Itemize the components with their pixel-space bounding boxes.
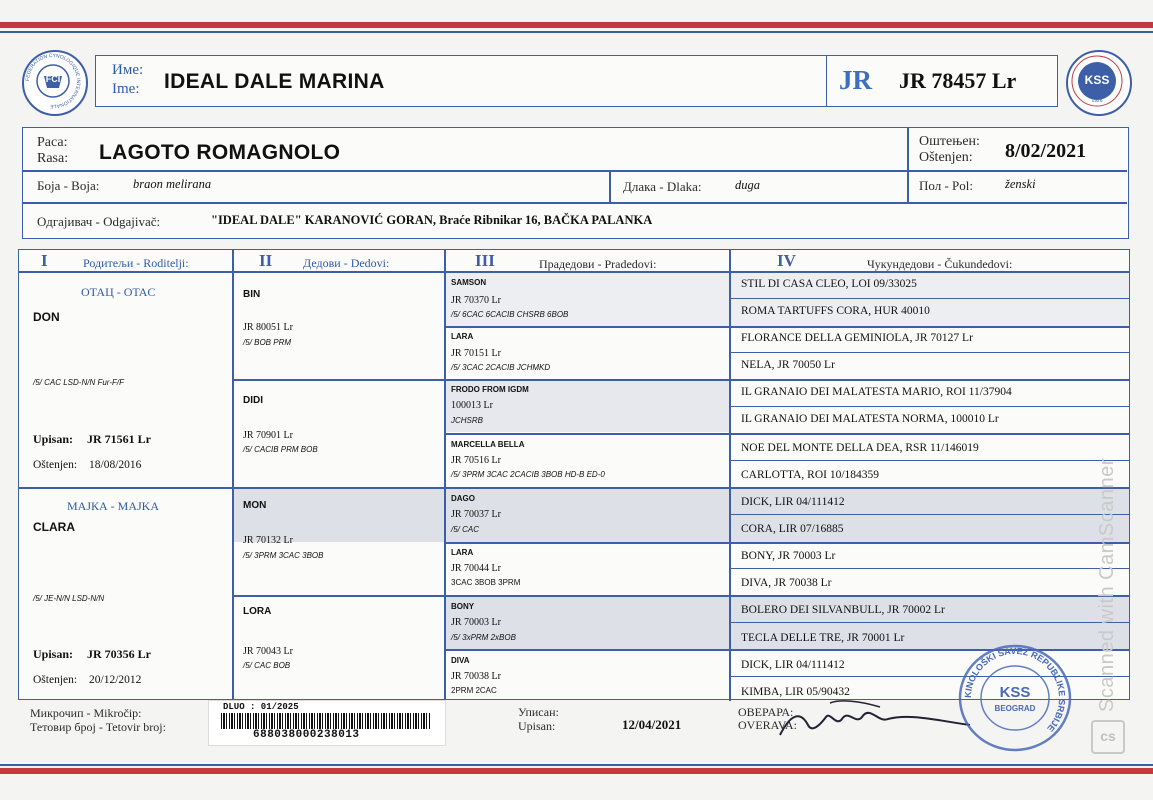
great-grandparent-reg: JR 70038 Lr: [451, 671, 501, 682]
header-roman-4: IV: [777, 251, 796, 270]
grandparent-name: DIDI: [243, 395, 263, 406]
grandparent-reg: JR 70901 Lr: [243, 430, 293, 441]
reg-prefix: JR: [839, 65, 872, 95]
name-label-cyr: Име:: [112, 62, 144, 78]
upisan-label-cyr: Уписан:: [518, 705, 559, 719]
coat-value: duga: [735, 178, 760, 192]
name-label-lat: Ime:: [112, 81, 140, 97]
ggg-entry: DICK, LIR 04/111412: [741, 496, 845, 508]
dog-name: IDEAL DALE MARINA: [164, 70, 385, 93]
kss-logo: [1066, 50, 1132, 116]
great-grandparent-titles: JCHSRB: [451, 416, 484, 425]
great-grandparent-name: DAGO: [451, 494, 475, 503]
grandparent-reg: JR 80051 Lr: [243, 322, 293, 333]
ggg-entry: NOE DEL MONTE DELLA DEA, RSR 11/146019: [741, 442, 979, 454]
great-grandparent-name: MARCELLA BELLA: [451, 440, 525, 449]
ggg-entry: IL GRANAIO DEI MALATESTA MARIO, ROI 11/37904: [741, 386, 1012, 398]
dam-titles: /5/ JE-N/N LSD-N/N: [33, 594, 105, 603]
grandparent-reg: JR 70132 Lr: [243, 535, 293, 546]
header-label-4: Чукундедови - Čukundedovi:: [867, 257, 1013, 271]
great-grandparent-titles: 3CAC 3BOB 3PRM: [451, 578, 521, 587]
header-roman-1: I: [41, 251, 48, 270]
upisan-label-lat: Upisan:: [518, 719, 556, 733]
great-grandparent-name: BONY: [451, 602, 475, 611]
reg-number: JR 78457 Lr: [899, 68, 1017, 93]
sire-upisan-value: JR 71561 Lr: [87, 432, 151, 446]
ggg-entry: KIMBA, LIR 05/90432: [741, 686, 850, 698]
great-grandparent-name: DIVA: [451, 656, 470, 665]
barcode-top-text: DLUO : 01/2025: [223, 702, 299, 712]
great-grandparent-name: LARA: [451, 332, 474, 341]
camscanner-watermark: Scanned with CamScanner: [1096, 458, 1118, 712]
signature: [770, 695, 980, 745]
header-label-3: Прадедови - Pradedovi:: [539, 257, 657, 271]
ggg-entry: CARLOTTA, ROI 10/184359: [741, 469, 880, 481]
great-grandparent-titles: /5/ 3CAC 2CACIB JCHMKD: [451, 363, 551, 372]
barcode-sticker: [208, 700, 446, 746]
ggg-entry: IL GRANAIO DEI MALATESTA NORMA, 100010 Lr: [741, 413, 999, 425]
ggg-entry: BOLERO DEI SILVANBULL, JR 70002 Lr: [741, 604, 945, 616]
dam-ostenjen-value: 20/12/2012: [89, 674, 142, 686]
microchip-label: Микрочип - Mikročip:: [30, 706, 142, 720]
whelped-label-cyr: Оштењен:: [919, 134, 980, 149]
great-grandparent-name: FRODO FROM IGDM: [451, 385, 529, 394]
great-grandparent-reg: JR 70370 Lr: [451, 295, 501, 306]
kss-stamp: [956, 642, 1074, 754]
color-value: braon melirana: [133, 177, 212, 191]
header-roman-2: II: [259, 251, 273, 270]
barcode-number: 688038000238013: [253, 729, 360, 741]
tattoo-label: Тетовир број - Tetovir broj:: [30, 720, 166, 734]
stamp-center: KSS: [999, 684, 1031, 701]
fci-logo: [22, 50, 88, 116]
grandparent-titles: /5/ 3PRM 3CAC 3BOB: [243, 551, 324, 560]
color-label: Боја - Boja:: [37, 178, 100, 193]
ggg-entry: BONY, JR 70003 Lr: [741, 550, 836, 562]
upisan-value: 12/04/2021: [622, 717, 682, 732]
great-grandparent-name: LARA: [451, 548, 474, 557]
sire-title: ОТАЦ - OTAC: [81, 285, 156, 299]
breed-label-cyr: Раса:: [37, 135, 68, 150]
breed-label-lat: Rasa:: [37, 151, 69, 166]
sire-upisan-label: Upisan:: [33, 432, 74, 446]
coat-label: Длака - Dlaka:: [623, 179, 702, 194]
top-blue-stripe: [0, 31, 1153, 33]
header-label-1: Родитељи - Roditelji:: [83, 256, 189, 270]
great-grandparent-reg: JR 70151 Lr: [451, 348, 501, 359]
name-box: [95, 55, 827, 107]
fci-logo-text: FCI: [45, 74, 61, 84]
barcode-bars: [221, 713, 431, 729]
dam-title: МАЈКА - MAJKA: [67, 499, 160, 513]
ggg-entry: TECLA DELLE TRE, JR 70001 Lr: [741, 632, 905, 644]
registration-box: [826, 55, 1058, 107]
grandparent-name: MON: [243, 500, 267, 511]
sex-value: ženski: [1005, 177, 1036, 191]
whelped-label-lat: Oštenjen:: [919, 150, 973, 165]
grandparent-name: LORA: [243, 606, 272, 617]
dam-upisan-value: JR 70356 Lr: [87, 647, 151, 661]
grandparent-reg: JR 70043 Lr: [243, 646, 293, 657]
ggg-entry: DIVA, JR 70038 Lr: [741, 577, 832, 589]
breeder-value: "IDEAL DALE" KARANOVIĆ GORAN, Braće Ribnikar 16, BAČKA PALANKA: [211, 213, 653, 227]
stamp-city: BEOGRAD: [994, 704, 1036, 713]
grandparent-name: BIN: [243, 289, 261, 300]
obrada-label: OBEPAРА:: [738, 705, 794, 719]
great-grandparent-reg: JR 70044 Lr: [451, 563, 501, 574]
great-grandparent-reg: JR 70003 Lr: [451, 617, 501, 628]
dam-name: CLARA: [33, 520, 75, 534]
sex-label: Пол - Pol:: [919, 178, 973, 193]
whelped-value: 8/02/2021: [1005, 140, 1087, 162]
header-roman-3: III: [475, 251, 495, 270]
breed-value: LAGOTO ROMAGNOLO: [99, 141, 341, 164]
great-grandparent-titles: /5/ 6CAC 6CACIB CHSRB 6BOB: [451, 310, 569, 319]
svg-text:KINOLOŠKI SAVEZ REPUBLIKE SRBI: KINOLOŠKI SAVEZ REPUBLIKE SRBIJE: [962, 645, 1068, 734]
great-grandparent-name: SAMSON: [451, 278, 487, 287]
top-red-stripe: [0, 22, 1153, 28]
ggg-entry: ROMA TARTUFFS CORA, HUR 40010: [741, 305, 930, 317]
bottom-blue-stripe: [0, 764, 1153, 766]
sire-ostenjen-value: 18/08/2016: [89, 459, 142, 471]
grandparent-titles: /5/ CACIB PRM BOB: [243, 445, 318, 454]
ggg-entry: FLORANCE DELLA GEMINIOLA, JR 70127 Lr: [741, 332, 973, 344]
sire-name: DON: [33, 310, 60, 324]
grandparent-titles: /5/ BOB PRM: [243, 338, 292, 347]
sire-titles: /5/ CAC LSD-N/N Fur-F/F: [33, 378, 124, 387]
great-grandparent-titles: 2PRM 2CAC: [451, 686, 497, 695]
breeder-label: Одгајивач - Odgajivač:: [37, 214, 161, 229]
kss-logo-year: 1926: [1091, 98, 1103, 104]
ggg-entry: NELA, JR 70050 Lr: [741, 359, 835, 371]
overava-label: OVERAVA:: [738, 718, 797, 732]
great-grandparent-titles: /5/ 3xPRM 2xBOB: [451, 633, 516, 642]
breed-details-box: [22, 127, 1129, 239]
pedigree-grid: [18, 249, 1130, 700]
camscanner-logo: cs: [1091, 720, 1125, 754]
bottom-red-stripe: [0, 768, 1153, 774]
dam-ostenjen-label: Oštenjen:: [33, 674, 78, 686]
great-grandparent-titles: /5/ 3PRM 3CAC 2CACIB 3BOB HD-B ED-0: [451, 470, 605, 479]
header-label-2: Дедови - Dedovi:: [303, 256, 390, 270]
ggg-entry: DICK, LIR 04/111412: [741, 659, 845, 671]
ggg-entry: STIL DI CASA CLEO, LOI 09/33025: [741, 278, 917, 290]
signature-text: [770, 695, 771, 696]
great-grandparent-reg: JR 70037 Lr: [451, 509, 501, 520]
great-grandparent-titles: /5/ CAC: [451, 525, 480, 534]
svg-text:FEDERATION CYNOLOGIQUE INTERNA: FEDERATION CYNOLOGIQUE INTERNATIONALE: [24, 52, 82, 110]
great-grandparent-reg: 100013 Lr: [451, 400, 493, 411]
ggg-entry: CORA, LIR 07/16885: [741, 523, 844, 535]
grandparent-titles: /5/ CAC BOB: [243, 661, 291, 670]
great-grandparent-reg: JR 70516 Lr: [451, 455, 501, 466]
kss-logo-text: KSS: [1084, 73, 1110, 87]
sire-ostenjen-label: Oštenjen:: [33, 459, 78, 471]
dam-upisan-label: Upisan:: [33, 647, 74, 661]
